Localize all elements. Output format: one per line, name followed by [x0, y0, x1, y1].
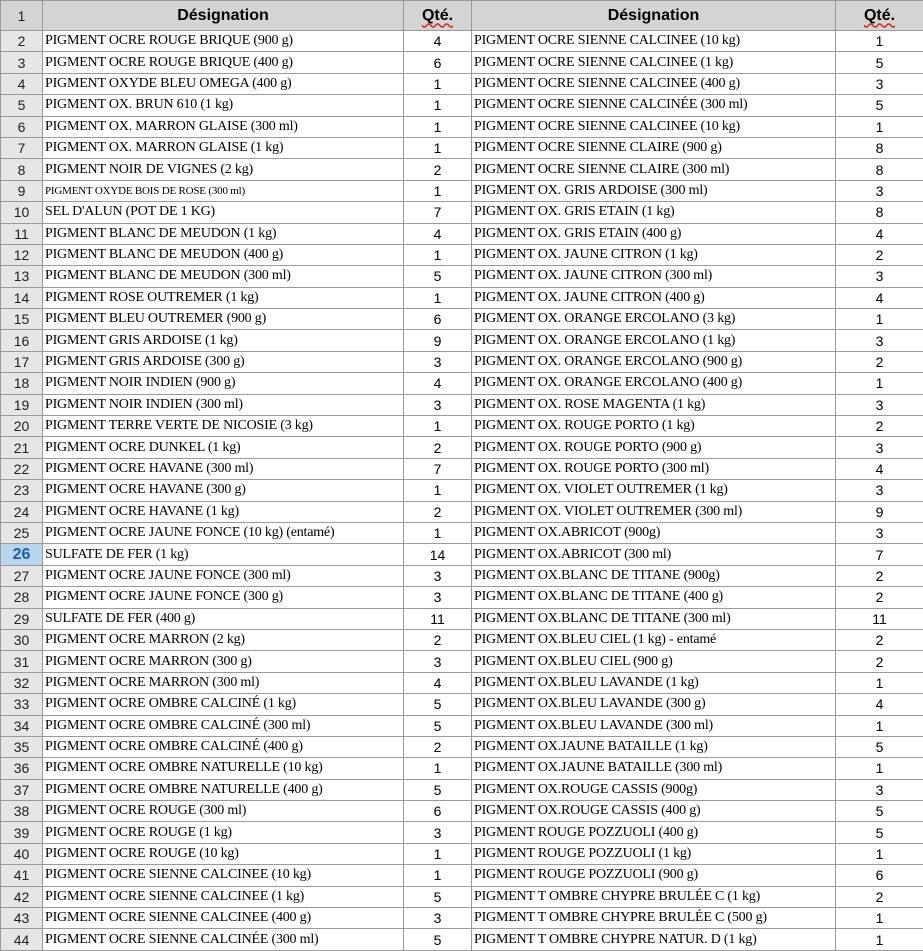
designation-left-cell[interactable]: PIGMENT TERRE VERTE DE NICOSIE (3 kg) — [43, 416, 404, 437]
qty-right-cell[interactable]: 2 — [836, 565, 923, 586]
row-number[interactable]: 12 — [1, 244, 43, 265]
row-number[interactable]: 22 — [1, 458, 43, 479]
designation-right-cell[interactable]: PIGMENT OX. GRIS ETAIN (1 kg) — [472, 202, 836, 223]
qty-left-cell[interactable]: 3 — [404, 651, 472, 672]
qty-right-cell[interactable]: 1 — [836, 31, 923, 52]
row-number[interactable]: 18 — [1, 373, 43, 394]
designation-left-cell[interactable]: PIGMENT NOIR DE VIGNES (2 kg) — [43, 159, 404, 180]
table-row — [1, 501, 923, 522]
designation-right-cell[interactable]: PIGMENT OX. ORANGE ERCOLANO (400 g) — [472, 373, 836, 394]
designation-left-cell[interactable]: PIGMENT OCRE HAVANE (300 g) — [43, 480, 404, 501]
designation-left-cell[interactable]: SEL D'ALUN (POT DE 1 KG) — [43, 202, 404, 223]
qty-left-cell[interactable]: 1 — [404, 137, 472, 158]
designation-right-cell[interactable]: PIGMENT OCRE SIENNE CALCINÉE (300 ml) — [472, 95, 836, 116]
qty-left-cell[interactable]: 5 — [404, 266, 472, 287]
qty-right-cell[interactable]: 3 — [836, 522, 923, 543]
designation-left-cell[interactable]: PIGMENT OCRE OMBRE CALCINÉ (400 g) — [43, 736, 404, 757]
qty-right-cell[interactable]: 1 — [836, 715, 923, 736]
qty-left-cell[interactable]: 7 — [404, 202, 472, 223]
row-number[interactable]: 35 — [1, 736, 43, 757]
designation-left-cell[interactable]: PIGMENT GRIS ARDOISE (300 g) — [43, 351, 404, 372]
row-number[interactable]: 16 — [1, 330, 43, 351]
designation-left-cell[interactable]: PIGMENT OCRE OMBRE CALCINÉ (1 kg) — [43, 694, 404, 715]
table-row — [1, 843, 923, 864]
designation-left-cell[interactable]: SULFATE DE FER (1 kg) — [43, 544, 404, 565]
table-row — [1, 351, 923, 372]
designation-right-cell[interactable]: PIGMENT OX. VIOLET OUTREMER (300 ml) — [472, 501, 836, 522]
designation-right-cell[interactable]: PIGMENT ROUGE POZZUOLI (900 g) — [472, 865, 836, 886]
table-row — [1, 31, 923, 52]
designation-left-cell[interactable]: PIGMENT OX. MARRON GLAISE (1 kg) — [43, 137, 404, 158]
designation-right-cell[interactable]: PIGMENT OCRE SIENNE CLAIRE (900 g) — [472, 137, 836, 158]
table-row — [1, 309, 923, 330]
table-row — [1, 244, 923, 265]
designation-left-cell[interactable]: PIGMENT OCRE SIENNE CALCINÉE (300 ml) — [43, 929, 404, 950]
header-qty-left[interactable] — [404, 1, 472, 31]
designation-left-cell[interactable]: PIGMENT NOIR INDIEN (300 ml) — [43, 394, 404, 415]
qty-left-cell[interactable]: 4 — [404, 373, 472, 394]
designation-left-cell[interactable]: PIGMENT OX. MARRON GLAISE (300 ml) — [43, 116, 404, 137]
qty-left-cell[interactable]: 14 — [404, 544, 472, 565]
qty-left-cell[interactable]: 1 — [404, 180, 472, 201]
qty-right-cell[interactable]: 1 — [836, 758, 923, 779]
designation-right-cell[interactable]: PIGMENT OX.ABRICOT (300 ml) — [472, 544, 836, 565]
designation-right-cell[interactable]: PIGMENT ROUGE POZZUOLI (400 g) — [472, 822, 836, 843]
qty-right-cell[interactable]: 2 — [836, 351, 923, 372]
qty-right-cell[interactable]: 3 — [836, 73, 923, 94]
designation-left-cell[interactable]: PIGMENT OCRE JAUNE FONCE (10 kg) (entamé) — [43, 522, 404, 543]
row-number[interactable]: 40 — [1, 843, 43, 864]
designation-right-cell[interactable]: PIGMENT OX.ROUGE CASSIS (900g) — [472, 779, 836, 800]
table-row — [1, 736, 923, 757]
designation-left-cell[interactable]: PIGMENT OXYDE BOIS DE ROSE (300 ml) — [43, 180, 404, 201]
qty-right-cell[interactable]: 3 — [836, 779, 923, 800]
table-row — [1, 565, 923, 586]
table-row — [1, 95, 923, 116]
table-row — [1, 159, 923, 180]
row-number[interactable]: 23 — [1, 480, 43, 501]
row-number[interactable]: 10 — [1, 202, 43, 223]
qty-right-cell[interactable]: 1 — [836, 929, 923, 950]
designation-right-cell[interactable]: PIGMENT OX. GRIS ETAIN (400 g) — [472, 223, 836, 244]
qty-left-cell[interactable]: 5 — [404, 694, 472, 715]
designation-right-cell[interactable]: PIGMENT OX.BLANC DE TITANE (900g) — [472, 565, 836, 586]
designation-left-cell[interactable]: PIGMENT OCRE ROUGE (1 kg) — [43, 822, 404, 843]
qty-left-cell[interactable]: 3 — [404, 565, 472, 586]
row-number[interactable]: 34 — [1, 715, 43, 736]
designation-right-cell[interactable]: PIGMENT OCRE SIENNE CALCINEE (400 g) — [472, 73, 836, 94]
table-row — [1, 437, 923, 458]
table-row — [1, 330, 923, 351]
qty-left-cell[interactable]: 6 — [404, 309, 472, 330]
designation-right-cell[interactable]: PIGMENT OX. ROUGE PORTO (1 kg) — [472, 416, 836, 437]
row-number[interactable]: 2 — [1, 31, 43, 52]
qty-right-cell[interactable]: 2 — [836, 587, 923, 608]
row-number[interactable]: 42 — [1, 886, 43, 907]
designation-left-cell[interactable]: PIGMENT OCRE ROUGE BRIQUE (400 g) — [43, 52, 404, 73]
row-number[interactable]: 21 — [1, 437, 43, 458]
qty-left-cell[interactable]: 2 — [404, 736, 472, 757]
designation-right-cell[interactable]: PIGMENT OX.BLEU LAVANDE (300 ml) — [472, 715, 836, 736]
qty-right-cell[interactable]: 3 — [836, 330, 923, 351]
row-number[interactable]: 20 — [1, 416, 43, 437]
designation-right-cell[interactable]: PIGMENT OX.BLEU LAVANDE (1 kg) — [472, 672, 836, 693]
header-qty-right[interactable] — [836, 1, 923, 31]
qty-left-cell[interactable]: 1 — [404, 95, 472, 116]
designation-left-cell[interactable]: PIGMENT OCRE MARRON (300 ml) — [43, 672, 404, 693]
table-row — [1, 715, 923, 736]
table-row — [1, 801, 923, 822]
table-row — [1, 416, 923, 437]
row-number[interactable]: 3 — [1, 52, 43, 73]
designation-left-cell[interactable]: PIGMENT BLANC DE MEUDON (400 g) — [43, 244, 404, 265]
qty-left-cell[interactable]: 1 — [404, 522, 472, 543]
qty-right-cell[interactable]: 1 — [836, 908, 923, 929]
header-designation-right[interactable]: Désignation — [472, 1, 836, 31]
table-row — [1, 758, 923, 779]
table-row — [1, 223, 923, 244]
row-number[interactable]: 13 — [1, 266, 43, 287]
table-row — [1, 266, 923, 287]
designation-left-cell[interactable]: PIGMENT OCRE MARRON (2 kg) — [43, 629, 404, 650]
table-row — [1, 779, 923, 800]
row-number[interactable]: 27 — [1, 565, 43, 586]
qty-left-cell[interactable]: 5 — [404, 715, 472, 736]
designation-left-cell[interactable]: PIGMENT NOIR INDIEN (900 g) — [43, 373, 404, 394]
qty-left-cell[interactable]: 6 — [404, 801, 472, 822]
designation-right-cell[interactable]: PIGMENT OX. ROUGE PORTO (300 ml) — [472, 458, 836, 479]
table-row — [1, 373, 923, 394]
designation-right-cell[interactable]: PIGMENT OX.BLANC DE TITANE (300 ml) — [472, 608, 836, 629]
row-number[interactable]: 28 — [1, 587, 43, 608]
qty-left-cell[interactable]: 3 — [404, 394, 472, 415]
designation-right-cell[interactable]: PIGMENT T OMBRE CHYPRE BRULÉE C (500 g) — [472, 908, 836, 929]
designation-left-cell[interactable]: PIGMENT BLANC DE MEUDON (1 kg) — [43, 223, 404, 244]
qty-right-cell[interactable]: 1 — [836, 672, 923, 693]
designation-right-cell[interactable]: PIGMENT OX.ROUGE CASSIS (400 g) — [472, 801, 836, 822]
row-number[interactable]: 17 — [1, 351, 43, 372]
row-number[interactable]: 5 — [1, 95, 43, 116]
row-number[interactable]: 4 — [1, 73, 43, 94]
row-number[interactable]: 9 — [1, 180, 43, 201]
qty-left-cell[interactable]: 1 — [404, 843, 472, 864]
designation-right-cell[interactable]: PIGMENT OX.BLEU CIEL (900 g) — [472, 651, 836, 672]
designation-right-cell[interactable]: PIGMENT OX.JAUNE BATAILLE (1 kg) — [472, 736, 836, 757]
qty-right-cell[interactable]: 6 — [836, 865, 923, 886]
designation-right-cell[interactable]: PIGMENT OX.BLEU LAVANDE (300 g) — [472, 694, 836, 715]
qty-right-cell[interactable]: 4 — [836, 694, 923, 715]
table-row — [1, 180, 923, 201]
qty-left-cell[interactable]: 5 — [404, 779, 472, 800]
table-row — [1, 629, 923, 650]
row-number[interactable]: 11 — [1, 223, 43, 244]
row-number[interactable]: 37 — [1, 779, 43, 800]
row-number[interactable]: 6 — [1, 116, 43, 137]
row-number[interactable]: 8 — [1, 159, 43, 180]
qty-right-cell[interactable]: 3 — [836, 180, 923, 201]
table-row — [1, 137, 923, 158]
row-number[interactable]: 26 — [1, 544, 43, 565]
table-row — [1, 672, 923, 693]
table-row — [1, 822, 923, 843]
table-row — [1, 116, 923, 137]
qty-right-cell[interactable]: 5 — [836, 801, 923, 822]
designation-left-cell[interactable]: PIGMENT OCRE OMBRE NATURELLE (400 g) — [43, 779, 404, 800]
qty-right-cell[interactable]: 5 — [836, 52, 923, 73]
designation-right-cell[interactable]: PIGMENT T OMBRE CHYPRE BRULÉE C (1 kg) — [472, 886, 836, 907]
designation-left-cell[interactable]: PIGMENT BLEU OUTREMER (900 g) — [43, 309, 404, 330]
table-row — [1, 608, 923, 629]
qty-left-cell[interactable]: 1 — [404, 865, 472, 886]
qty-left-cell[interactable]: 1 — [404, 416, 472, 437]
row-number[interactable]: 29 — [1, 608, 43, 629]
header-designation-left[interactable]: Désignation — [43, 1, 404, 31]
qty-right-cell[interactable]: 1 — [836, 373, 923, 394]
designation-left-cell[interactable]: PIGMENT OCRE ROUGE (300 ml) — [43, 801, 404, 822]
designation-right-cell[interactable]: PIGMENT OX.BLEU CIEL (1 kg) - entamé — [472, 629, 836, 650]
designation-right-cell[interactable]: PIGMENT OCRE SIENNE CLAIRE (300 ml) — [472, 159, 836, 180]
row-number[interactable]: 15 — [1, 309, 43, 330]
qty-left-cell[interactable]: 9 — [404, 330, 472, 351]
table-row — [1, 522, 923, 543]
designation-left-cell[interactable]: PIGMENT OCRE MARRON (300 g) — [43, 651, 404, 672]
qty-right-cell[interactable]: 3 — [836, 394, 923, 415]
designation-left-cell[interactable]: PIGMENT BLANC DE MEUDON (300 ml) — [43, 266, 404, 287]
row-number[interactable]: 24 — [1, 501, 43, 522]
qty-right-cell[interactable]: 1 — [836, 116, 923, 137]
row-number[interactable]: 39 — [1, 822, 43, 843]
qty-right-cell[interactable]: 1 — [836, 843, 923, 864]
row-number[interactable]: 32 — [1, 672, 43, 693]
table-row — [1, 694, 923, 715]
qty-left-cell[interactable]: 5 — [404, 929, 472, 950]
qty-left-cell[interactable]: 3 — [404, 908, 472, 929]
designation-right-cell[interactable]: PIGMENT ROUGE POZZUOLI (1 kg) — [472, 843, 836, 864]
table-row — [1, 287, 923, 308]
designation-left-cell[interactable]: PIGMENT OCRE JAUNE FONCE (300 ml) — [43, 565, 404, 586]
table-row — [1, 865, 923, 886]
qty-right-cell[interactable]: 2 — [836, 416, 923, 437]
qty-right-cell[interactable]: 7 — [836, 544, 923, 565]
qty-right-cell[interactable]: 8 — [836, 202, 923, 223]
qty-right-cell[interactable]: 2 — [836, 629, 923, 650]
qty-left-cell[interactable]: 1 — [404, 480, 472, 501]
table-row — [1, 544, 923, 565]
qty-right-cell[interactable]: 2 — [836, 886, 923, 907]
designation-left-cell[interactable]: PIGMENT OCRE DUNKEL (1 kg) — [43, 437, 404, 458]
qty-left-cell[interactable]: 6 — [404, 52, 472, 73]
table-row — [1, 394, 923, 415]
designation-right-cell[interactable]: PIGMENT OCRE SIENNE CALCINEE (10 kg) — [472, 31, 836, 52]
designation-right-cell[interactable]: PIGMENT OX. JAUNE CITRON (300 ml) — [472, 266, 836, 287]
qty-right-cell[interactable]: 4 — [836, 458, 923, 479]
row-number[interactable]: 7 — [1, 137, 43, 158]
qty-left-cell[interactable]: 3 — [404, 587, 472, 608]
table-row — [1, 908, 923, 929]
qty-left-cell[interactable]: 2 — [404, 159, 472, 180]
header-qty-right-label: Qté. — [864, 7, 895, 24]
qty-right-cell[interactable]: 3 — [836, 480, 923, 501]
qty-left-cell[interactable]: 3 — [404, 822, 472, 843]
designation-right-cell[interactable]: PIGMENT OX. JAUNE CITRON (400 g) — [472, 287, 836, 308]
designation-left-cell[interactable]: PIGMENT OCRE SIENNE CALCINEE (10 kg) — [43, 865, 404, 886]
designation-left-cell[interactable]: SULFATE DE FER (400 g) — [43, 608, 404, 629]
designation-right-cell[interactable]: PIGMENT OX.BLANC DE TITANE (400 g) — [472, 587, 836, 608]
table-row — [1, 651, 923, 672]
qty-left-cell[interactable]: 1 — [404, 758, 472, 779]
designation-left-cell[interactable]: PIGMENT ROSE OUTREMER (1 kg) — [43, 287, 404, 308]
table-row — [1, 587, 923, 608]
designation-right-cell[interactable]: PIGMENT OX. ROSE MAGENTA (1 kg) — [472, 394, 836, 415]
table-row — [1, 202, 923, 223]
qty-right-cell[interactable]: 5 — [836, 736, 923, 757]
designation-left-cell[interactable]: PIGMENT OCRE HAVANE (1 kg) — [43, 501, 404, 522]
qty-right-cell[interactable]: 11 — [836, 608, 923, 629]
qty-left-cell[interactable]: 4 — [404, 223, 472, 244]
row-number[interactable]: 19 — [1, 394, 43, 415]
qty-left-cell[interactable]: 5 — [404, 886, 472, 907]
row-number[interactable]: 33 — [1, 694, 43, 715]
qty-left-cell[interactable]: 1 — [404, 244, 472, 265]
qty-right-cell[interactable]: 1 — [836, 309, 923, 330]
table-row — [1, 458, 923, 479]
designation-right-cell[interactable]: PIGMENT OCRE SIENNE CALCINEE (10 kg) — [472, 116, 836, 137]
qty-left-cell[interactable]: 4 — [404, 672, 472, 693]
designation-right-cell[interactable]: PIGMENT OX. ROUGE PORTO (900 g) — [472, 437, 836, 458]
designation-right-cell[interactable]: PIGMENT OX. GRIS ARDOISE (300 ml) — [472, 180, 836, 201]
qty-left-cell[interactable]: 1 — [404, 287, 472, 308]
designation-left-cell[interactable]: PIGMENT OX. BRUN 610 (1 kg) — [43, 95, 404, 116]
designation-right-cell[interactable]: PIGMENT OX.JAUNE BATAILLE (300 ml) — [472, 758, 836, 779]
qty-right-cell[interactable]: 3 — [836, 437, 923, 458]
designation-right-cell[interactable]: PIGMENT OX. VIOLET OUTREMER (1 kg) — [472, 480, 836, 501]
table-row — [1, 929, 923, 950]
table-row — [1, 886, 923, 907]
qty-left-cell[interactable]: 1 — [404, 73, 472, 94]
designation-right-cell[interactable]: PIGMENT OCRE SIENNE CALCINEE (1 kg) — [472, 52, 836, 73]
designation-left-cell[interactable]: PIGMENT OCRE ROUGE (10 kg) — [43, 843, 404, 864]
designation-left-cell[interactable]: PIGMENT OXYDE BLEU OMEGA (400 g) — [43, 73, 404, 94]
qty-right-cell[interactable]: 5 — [836, 822, 923, 843]
designation-right-cell[interactable]: PIGMENT OX. ORANGE ERCOLANO (1 kg) — [472, 330, 836, 351]
designation-right-cell[interactable]: PIGMENT OX.ABRICOT (900g) — [472, 522, 836, 543]
qty-right-cell[interactable]: 2 — [836, 651, 923, 672]
qty-left-cell[interactable]: 2 — [404, 437, 472, 458]
table-row — [1, 480, 923, 501]
qty-left-cell[interactable]: 11 — [404, 608, 472, 629]
qty-right-cell[interactable]: 9 — [836, 501, 923, 522]
designation-right-cell[interactable]: PIGMENT OX. ORANGE ERCOLANO (900 g) — [472, 351, 836, 372]
qty-right-cell[interactable]: 3 — [836, 266, 923, 287]
designation-left-cell[interactable]: PIGMENT OCRE HAVANE (300 ml) — [43, 458, 404, 479]
header-qty-left-label: Qté. — [422, 7, 453, 24]
table-row — [1, 73, 923, 94]
row-number[interactable]: 38 — [1, 801, 43, 822]
qty-left-cell[interactable]: 2 — [404, 501, 472, 522]
qty-left-cell[interactable]: 2 — [404, 629, 472, 650]
row-number[interactable]: 1 — [1, 1, 43, 31]
designation-left-cell[interactable]: PIGMENT OCRE ROUGE BRIQUE (900 g) — [43, 31, 404, 52]
designation-left-cell[interactable]: PIGMENT OCRE SIENNE CALCINEE (1 kg) — [43, 886, 404, 907]
qty-left-cell[interactable]: 7 — [404, 458, 472, 479]
row-number[interactable]: 44 — [1, 929, 43, 950]
designation-left-cell[interactable]: PIGMENT OCRE JAUNE FONCE (300 g) — [43, 587, 404, 608]
qty-left-cell[interactable]: 1 — [404, 116, 472, 137]
row-number[interactable]: 25 — [1, 522, 43, 543]
qty-left-cell[interactable]: 4 — [404, 31, 472, 52]
designation-right-cell[interactable]: PIGMENT OX. JAUNE CITRON (1 kg) — [472, 244, 836, 265]
row-number[interactable]: 14 — [1, 287, 43, 308]
row-number[interactable]: 41 — [1, 865, 43, 886]
qty-right-cell[interactable]: 8 — [836, 137, 923, 158]
designation-right-cell[interactable]: PIGMENT T OMBRE CHYPRE NATUR. D (1 kg) — [472, 929, 836, 950]
qty-left-cell[interactable]: 3 — [404, 351, 472, 372]
row-number[interactable]: 36 — [1, 758, 43, 779]
designation-left-cell[interactable]: PIGMENT OCRE SIENNE CALCINEE (400 g) — [43, 908, 404, 929]
qty-right-cell[interactable]: 5 — [836, 95, 923, 116]
row-number[interactable]: 31 — [1, 651, 43, 672]
header-row — [1, 1, 923, 31]
row-number[interactable]: 43 — [1, 908, 43, 929]
qty-right-cell[interactable]: 4 — [836, 223, 923, 244]
designation-left-cell[interactable]: PIGMENT OCRE OMBRE CALCINÉ (300 ml) — [43, 715, 404, 736]
row-number[interactable]: 30 — [1, 629, 43, 650]
qty-right-cell[interactable]: 4 — [836, 287, 923, 308]
designation-right-cell[interactable]: PIGMENT OX. ORANGE ERCOLANO (3 kg) — [472, 309, 836, 330]
qty-right-cell[interactable]: 2 — [836, 244, 923, 265]
designation-left-cell[interactable]: PIGMENT GRIS ARDOISE (1 kg) — [43, 330, 404, 351]
table-row — [1, 52, 923, 73]
qty-right-cell[interactable]: 8 — [836, 159, 923, 180]
designation-left-cell[interactable]: PIGMENT OCRE OMBRE NATURELLE (10 kg) — [43, 758, 404, 779]
